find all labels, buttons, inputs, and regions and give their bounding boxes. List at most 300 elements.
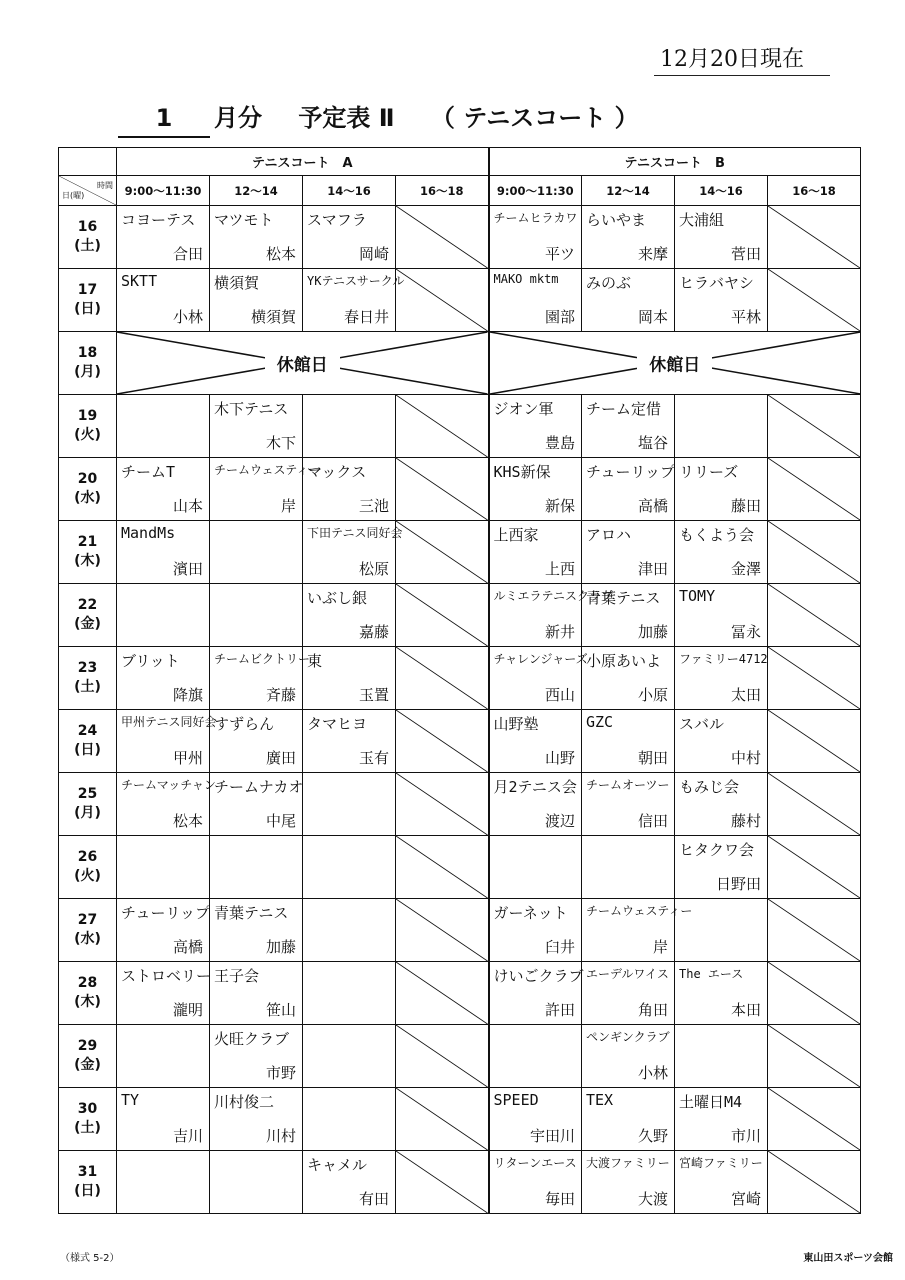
group-name: リリーズ: [679, 463, 739, 481]
booking-slot: [210, 647, 311, 710]
representative-name: 冨永: [730, 623, 761, 641]
day-of-week: (月): [74, 805, 101, 821]
booking-slot: [582, 899, 693, 962]
representative-name: 中村: [730, 749, 761, 767]
corner-day-label: 日(曜): [62, 191, 85, 200]
unavailable-slot: [768, 1151, 861, 1214]
representative-name: 園部: [544, 308, 575, 326]
booking-slot: [582, 584, 675, 647]
group-name: 小原あいよ: [586, 652, 662, 670]
day-of-week: (金): [74, 1057, 101, 1073]
group-name: 下田テニス同好会: [307, 526, 403, 540]
schedule-row: [59, 1025, 861, 1088]
booking-slot: [303, 773, 396, 836]
day-number: 26: [77, 849, 98, 865]
representative-name: 日野田: [715, 875, 761, 893]
group-name: マツモト: [214, 211, 274, 229]
group-name: 土曜日M4: [679, 1093, 743, 1111]
header-blank: [59, 148, 117, 176]
group-name: けいごクラブ: [493, 967, 584, 985]
day-of-week: (火): [74, 427, 101, 443]
representative-name: 玉置: [358, 686, 389, 704]
booking-slot: [489, 1088, 582, 1151]
group-name: チューリップ: [121, 904, 210, 922]
form-number: （様式 5-2）: [60, 1253, 120, 1264]
day-cell: [59, 773, 117, 836]
group-name: キャメル: [307, 1156, 368, 1174]
unavailable-slot: [396, 395, 489, 458]
group-name: チューリップ: [586, 463, 675, 481]
representative-name: 松原: [358, 560, 389, 578]
unavailable-slot: [396, 521, 489, 584]
group-name: みのぶ: [586, 274, 632, 292]
day-of-week: (金): [74, 616, 101, 632]
booking-slot: [303, 584, 396, 647]
representative-name: 高橋: [637, 497, 668, 515]
group-name: リターンエース: [493, 1156, 577, 1170]
booking-slot: [582, 1025, 675, 1088]
group-name: 木下テニス: [214, 400, 289, 418]
booking-slot: [489, 269, 582, 332]
booking-slot: [675, 521, 768, 584]
organization-name: 東山田スポーツ会館: [803, 1253, 893, 1264]
booking-slot: [489, 773, 582, 836]
group-name: チームナカオ: [214, 778, 304, 796]
group-name: ファミリー4712: [679, 652, 768, 666]
day-of-week: (日): [74, 1183, 101, 1199]
day-of-week: (土): [74, 1120, 101, 1136]
day-cell: [59, 647, 117, 710]
booking-slot: [303, 206, 396, 269]
representative-name: 太田: [730, 686, 761, 704]
booking-slot: [675, 1025, 768, 1088]
unavailable-slot: [396, 1151, 489, 1214]
booking-slot: [117, 710, 217, 773]
booking-slot: [117, 773, 216, 836]
representative-name: 豊島: [544, 434, 575, 452]
booking-slot: [582, 647, 675, 710]
booking-slot: [117, 458, 210, 521]
day-number: 31: [77, 1164, 98, 1180]
day-cell: [59, 1151, 117, 1214]
schedule-row: [59, 773, 861, 836]
schedule-row: [59, 962, 861, 1025]
booking-slot: [303, 269, 405, 332]
unavailable-slot: [396, 710, 489, 773]
group-name: チャレンジャーズ: [493, 652, 588, 666]
booking-slot: [117, 206, 210, 269]
slot-header: 16～18: [768, 176, 861, 206]
group-name: 火旺クラブ: [214, 1030, 290, 1048]
day-number: 23: [77, 660, 98, 676]
booking-slot: [582, 1088, 675, 1151]
unavailable-slot: [396, 836, 489, 899]
day-number: 27: [77, 912, 98, 928]
group-name: ストロベリー: [121, 967, 212, 985]
representative-name: 廣田: [265, 749, 296, 767]
day-number: 19: [77, 408, 98, 424]
representative-name: 平ツ: [544, 245, 575, 263]
group-name: 青葉テニス: [586, 589, 661, 607]
representative-name: 許田: [544, 1001, 575, 1019]
unavailable-slot: [768, 1088, 861, 1151]
representative-name: 降旗: [172, 686, 203, 704]
group-name: もくよう会: [679, 526, 755, 544]
representative-name: 菅田: [730, 245, 761, 263]
slot-header: 12～14: [210, 176, 303, 206]
representative-name: 玉有: [358, 749, 389, 767]
day-number: 16: [77, 219, 98, 235]
closed-label: 休館日: [265, 356, 340, 376]
representative-name: 岸: [280, 497, 296, 515]
group-name: チーム定借: [586, 400, 662, 418]
unavailable-slot: [396, 1088, 489, 1151]
corner-time-label: 時間: [97, 181, 113, 190]
schedule-row: [59, 521, 861, 584]
unavailable-slot: [768, 521, 861, 584]
representative-name: 新井: [544, 623, 575, 641]
group-name: 青葉テニス: [214, 904, 289, 922]
representative-name: 松本: [172, 812, 203, 830]
day-cell: [59, 584, 117, 647]
booking-slot: [582, 710, 675, 773]
schedule-row: [59, 710, 861, 773]
representative-name: 朝田: [637, 749, 668, 767]
group-name: タマヒヨ: [307, 715, 368, 733]
schedule-row: [59, 1151, 861, 1214]
booking-slot: [582, 521, 675, 584]
booking-slot: [582, 836, 675, 899]
group-name: ヒタクワ会: [679, 841, 755, 859]
representative-name: 岸: [652, 938, 668, 956]
booking-slot: [582, 269, 675, 332]
group-name: TEX: [586, 1091, 614, 1109]
corner-header: [59, 176, 117, 206]
representative-name: 平林: [730, 308, 761, 326]
booking-slot: [303, 521, 403, 584]
representative-name: 小林: [172, 308, 203, 326]
day-of-week: (土): [74, 679, 101, 695]
day-number: 28: [77, 975, 98, 991]
group-name: 大浦組: [679, 211, 725, 229]
title-suffix: 月分: [214, 104, 262, 132]
slot-header: 9:00～11:30: [117, 176, 210, 206]
unavailable-slot: [768, 899, 861, 962]
group-name: アロハ: [586, 526, 632, 544]
booking-slot: [303, 458, 396, 521]
representative-name: 斉藤: [265, 686, 296, 704]
group-name: チームマッチャン: [121, 778, 216, 792]
representative-name: 大渡: [637, 1190, 668, 1208]
slot-header: 12～14: [582, 176, 675, 206]
booking-slot: [582, 458, 675, 521]
booking-slot: [210, 1088, 303, 1151]
booking-slot: [210, 458, 321, 521]
representative-name: 笹山: [265, 1001, 296, 1019]
group-name: KHS新保: [493, 463, 551, 481]
title-label: 予定表 Ⅱ: [298, 104, 395, 132]
representative-name: 加藤: [265, 938, 296, 956]
booking-slot: [117, 269, 210, 332]
unavailable-slot: [768, 395, 861, 458]
booking-slot: [675, 647, 768, 710]
booking-slot: [210, 836, 303, 899]
group-name: 横須賀: [214, 274, 260, 292]
booking-slot: [489, 395, 582, 458]
booking-slot: [117, 836, 210, 899]
day-cell: [59, 1088, 117, 1151]
group-name: マックス: [307, 463, 367, 481]
booking-slot: [675, 710, 768, 773]
day-of-week: (日): [74, 301, 101, 317]
representative-name: 来摩: [637, 245, 668, 263]
representative-name: 三池: [358, 497, 389, 515]
booking-slot: [210, 584, 303, 647]
group-name: 月2テニス会: [493, 778, 577, 796]
day-of-week: (土): [74, 238, 101, 254]
day-number: 17: [77, 282, 98, 298]
group-name: MandMs: [121, 524, 176, 542]
representative-name: 高橋: [172, 938, 203, 956]
booking-slot: [489, 521, 582, 584]
group-name: チームオーツー: [586, 778, 670, 792]
group-name: ルミエラテニスクラブ: [493, 589, 614, 603]
representative-name: 毎田: [544, 1190, 575, 1208]
booking-slot: [210, 1151, 303, 1214]
representative-name: 岡崎: [358, 245, 389, 263]
booking-slot: [675, 836, 768, 899]
day-cell: [59, 836, 117, 899]
representative-name: 信田: [637, 812, 668, 830]
booking-slot: [117, 1088, 210, 1151]
booking-slot: [582, 773, 675, 836]
closed-day-court-b: [489, 332, 861, 395]
representative-name: 渡辺: [544, 812, 575, 830]
representative-name: 吉川: [172, 1127, 203, 1145]
group-name: スマフラ: [307, 211, 367, 229]
slot-header: 14～16: [675, 176, 768, 206]
group-name: ブリット: [121, 652, 180, 670]
unavailable-slot: [396, 962, 489, 1025]
booking-slot: [675, 395, 768, 458]
representative-name: 上西: [544, 560, 575, 578]
representative-name: 市川: [730, 1127, 761, 1145]
day-of-week: (月): [74, 364, 101, 380]
schedule-row: [59, 395, 861, 458]
booking-slot: [117, 1151, 210, 1214]
representative-name: 小林: [637, 1064, 668, 1082]
booking-slot: [210, 395, 303, 458]
schedule-row: [59, 899, 861, 962]
day-number: 24: [77, 723, 98, 739]
booking-slot: [210, 899, 303, 962]
booking-slot: [210, 1025, 303, 1088]
unavailable-slot: [396, 1025, 489, 1088]
schedule-row: [59, 836, 861, 899]
unavailable-slot: [768, 647, 861, 710]
day-number: 20: [77, 471, 98, 487]
unavailable-slot: [768, 269, 861, 332]
booking-slot: [489, 1025, 582, 1088]
schedule-body: [59, 206, 861, 1214]
group-name: チームビクトリー: [214, 652, 311, 666]
representative-name: 塩谷: [637, 434, 668, 452]
booking-slot: [303, 395, 396, 458]
closed-day-court-a: [117, 332, 489, 395]
representative-name: 新保: [544, 497, 575, 515]
representative-name: 金澤: [730, 560, 761, 578]
schedule-row: [59, 269, 861, 332]
representative-name: 久野: [637, 1127, 668, 1145]
booking-slot: [117, 962, 210, 1025]
group-name: ガーネット: [493, 904, 568, 922]
day-number: 25: [77, 786, 98, 802]
group-name: MAKO mktm: [493, 272, 559, 286]
unavailable-slot: [768, 458, 861, 521]
group-name: チームT: [121, 463, 176, 481]
unavailable-slot: [768, 836, 861, 899]
day-of-week: (木): [74, 553, 101, 569]
booking-slot: [489, 458, 582, 521]
day-cell: [59, 395, 117, 458]
court-b-header: テニスコート B: [489, 148, 861, 176]
day-cell: [59, 1025, 117, 1088]
group-name: 東: [307, 652, 323, 670]
slot-header: 16～18: [396, 176, 489, 206]
representative-name: 市野: [265, 1064, 296, 1082]
group-name: すずらん: [214, 715, 275, 733]
day-cell: [59, 710, 117, 773]
booking-slot: [117, 521, 210, 584]
representative-name: 藤田: [730, 497, 761, 515]
representative-name: 角田: [637, 1001, 668, 1019]
booking-slot: [210, 710, 303, 773]
day-of-week: (水): [74, 931, 101, 947]
group-name: もみじ会: [679, 778, 740, 796]
group-name: TY: [121, 1091, 140, 1109]
representative-name: 甲州: [172, 749, 203, 767]
representative-name: 山野: [544, 749, 575, 767]
group-name: エーデルワイス: [586, 967, 669, 981]
schedule-row: [59, 1088, 861, 1151]
representative-name: 横須賀: [250, 308, 296, 326]
day-number: 29: [77, 1038, 98, 1054]
day-number: 21: [77, 534, 98, 550]
group-name: 王子会: [214, 967, 260, 985]
schedule-table: [58, 147, 861, 1214]
group-name: GZC: [586, 713, 614, 731]
representative-name: 津田: [637, 560, 668, 578]
booking-slot: [582, 962, 675, 1025]
representative-name: 宇田川: [529, 1127, 575, 1145]
group-name: ペンギンクラブ: [586, 1030, 670, 1044]
unavailable-slot: [396, 584, 489, 647]
as-of-date: [660, 44, 820, 76]
unavailable-slot: [768, 584, 861, 647]
booking-slot: [489, 584, 614, 647]
representative-name: 臼井: [544, 938, 575, 956]
unavailable-slot: [768, 710, 861, 773]
booking-slot: [210, 962, 303, 1025]
representative-name: 藤村: [730, 812, 761, 830]
booking-slot: [303, 647, 396, 710]
group-name: らいやま: [586, 211, 647, 229]
booking-slot: [675, 458, 768, 521]
representative-name: 川村: [265, 1127, 296, 1145]
day-cell: [59, 962, 117, 1025]
day-cell: [59, 458, 117, 521]
day-number: 18: [77, 345, 98, 361]
booking-slot: [489, 1151, 582, 1214]
booking-slot: [582, 206, 675, 269]
booking-slot: [675, 899, 768, 962]
unavailable-slot: [768, 1025, 861, 1088]
representative-name: 瀧明: [172, 1001, 203, 1019]
group-name: 甲州テニス同好会: [121, 715, 217, 729]
booking-slot: [303, 710, 396, 773]
schedule-row: [59, 332, 861, 395]
day-cell: [59, 269, 117, 332]
unavailable-slot: [396, 647, 489, 710]
group-name: いぶし銀: [307, 589, 368, 607]
booking-slot: [675, 773, 768, 836]
booking-slot: [675, 206, 768, 269]
representative-name: 宮崎: [730, 1190, 761, 1208]
booking-slot: [303, 1151, 396, 1214]
court-a-header: テニスコート A: [117, 148, 489, 176]
representative-name: 岡本: [637, 308, 668, 326]
booking-slot: [303, 1025, 396, 1088]
representative-name: 春日井: [343, 308, 389, 326]
schedule-row: [59, 458, 861, 521]
booking-slot: [675, 1088, 768, 1151]
group-name: YKテニスサークル: [307, 274, 405, 288]
group-name: 大渡ファミリー: [586, 1156, 670, 1170]
day-cell: [59, 206, 117, 269]
booking-slot: [675, 962, 768, 1025]
representative-name: 山本: [172, 497, 203, 515]
group-name: チームヒラカワ: [493, 211, 578, 225]
group-name: TOMY: [679, 587, 716, 605]
group-name: ヒラバヤシ: [679, 274, 754, 292]
booking-slot: [117, 584, 210, 647]
booking-slot: [489, 899, 582, 962]
unavailable-slot: [396, 269, 489, 332]
group-name: SPEED: [493, 1091, 539, 1109]
day-of-week: (日): [74, 742, 101, 758]
slot-header: 14～16: [303, 176, 396, 206]
representative-name: 本田: [730, 1001, 761, 1019]
schedule-row: [59, 584, 861, 647]
day-cell: [59, 332, 117, 395]
slot-header: 9:00～11:30: [489, 176, 582, 206]
group-name: チームウェスティー: [214, 463, 321, 477]
booking-slot: [489, 962, 582, 1025]
booking-slot: [210, 269, 303, 332]
unavailable-slot: [768, 206, 861, 269]
booking-slot: [117, 395, 210, 458]
representative-name: 小原: [637, 686, 668, 704]
schedule-row: [59, 647, 861, 710]
booking-slot: [675, 269, 768, 332]
booking-slot: [489, 710, 582, 773]
booking-slot: [303, 962, 396, 1025]
booking-slot: [582, 1151, 675, 1214]
representative-name: 嘉藤: [358, 623, 389, 641]
booking-slot: [117, 1025, 210, 1088]
booking-slot: [675, 584, 768, 647]
title-month: 1: [118, 100, 210, 138]
